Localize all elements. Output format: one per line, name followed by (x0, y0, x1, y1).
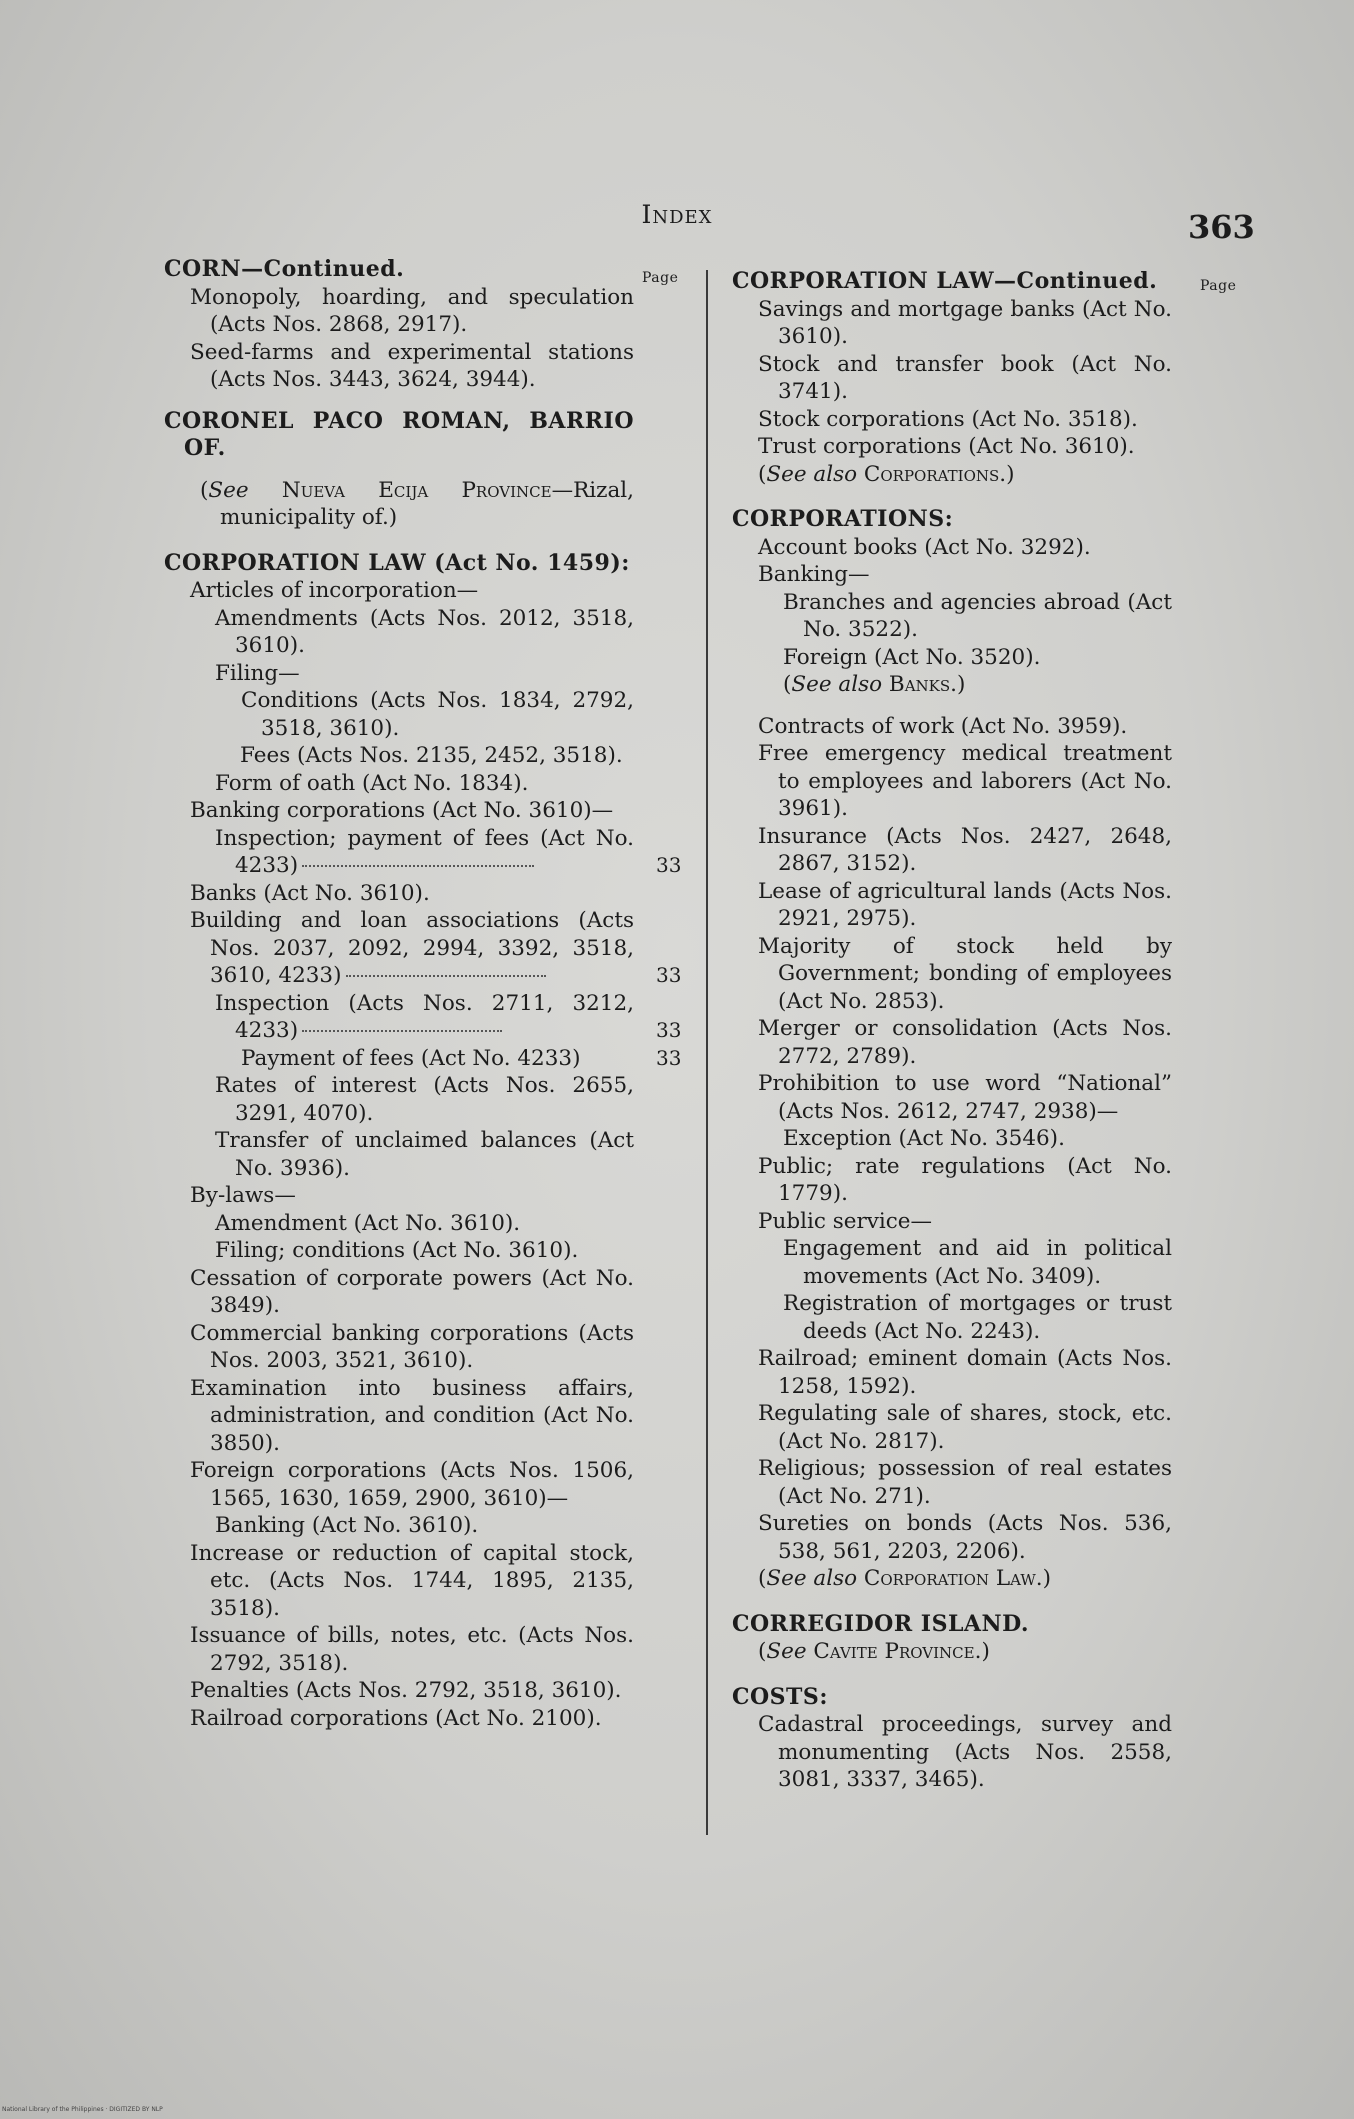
cross-reference: (See Cavite Province.) (758, 1639, 990, 1664)
index-entry: Increase or reduction of capital stock, etc. (Acts Nos. 1744, 1895, 2135, 3518). (190, 1540, 634, 1621)
index-entry: Cadastral proceedings, survey and monumenting (Acts Nos. 2558, 3081, 3337, 3465). (758, 1712, 1172, 1792)
index-entry: Railroad; eminent domain (Acts Nos. 1258, 1592). (758, 1346, 1172, 1399)
cross-reference: (See also Corporation Law.) (758, 1566, 1051, 1591)
index-entry: Seed-farms and experimental stations (Acts Nos. 3443, 3624, 3944). (190, 339, 634, 392)
index-entry: Rates of interest (Acts Nos. 2655, 3291, 4070). (215, 1073, 634, 1126)
index-entry: Articles of incorporation— (190, 578, 479, 603)
index-entry: Filing— (215, 660, 300, 686)
index-heading: CORPORATION LAW—Continued. (732, 268, 1158, 294)
index-entry: Prohibition to use word “National” (Acts Nos. 2612, 2747, 2938)— (758, 1071, 1172, 1124)
index-entry: Commercial banking corporations (Acts Nos. 2003, 3521, 3610). (190, 1320, 634, 1373)
index-entry: Fees (Acts Nos. 2135, 2452, 3518). (240, 743, 623, 768)
index-entry: Amendments (Acts Nos. 2012, 3518, 3610). (215, 605, 634, 658)
index-entry: Amendment (Act No. 3610). (215, 1210, 521, 1236)
page-column-label-left: Page (642, 270, 679, 286)
page-reference: 33 (656, 1045, 682, 1070)
index-entry: Examination into business affairs, administration, and condition (Act No. 3850). (190, 1375, 634, 1456)
index-entry: Regulating sale of shares, stock, etc. (Act No. 2817). (758, 1401, 1172, 1454)
index-entry: Public service— (758, 1208, 933, 1234)
page-reference: 33 (656, 852, 682, 877)
right-column (732, 268, 1172, 1794)
index-entry: Branches and agencies abroad (Act No. 3522). (783, 589, 1172, 642)
index-entry: Transfer of unclaimed balances (Act No. 3936). (215, 1128, 634, 1181)
index-entry: Savings and mortgage banks (Act No. 3610). (758, 296, 1172, 349)
dot-leader (302, 1030, 502, 1032)
index-entry: Monopoly, hoarding, and speculation (Acts Nos. 2868, 2917). (190, 284, 634, 337)
index-entry: Registration of mortgages or trust deeds (Act No. 2243). (783, 1291, 1172, 1344)
index-entry: By-laws— (190, 1183, 296, 1208)
index-entry: Merger or consolidation (Acts Nos. 2772, 2789). (758, 1016, 1172, 1069)
index-entry: Banks (Act No. 3610). (190, 880, 430, 906)
index-entry: Banking corporations (Act No. 3610)— (190, 798, 614, 823)
index-heading: CORPORATION LAW (Act No. 1459): (164, 549, 630, 576)
index-entry: Majority of stock held by Government; bonding of employees (Act No. 2853). (758, 933, 1172, 1014)
index-entry: Penalties (Acts Nos. 2792, 3518, 3610). (190, 1678, 622, 1703)
index-entry: Foreign (Act No. 3520). (783, 644, 1041, 670)
dot-leader (346, 975, 546, 977)
index-entry: Railroad corporations (Act No. 2100). (190, 1705, 602, 1731)
index-entry: Account books (Act No. 3292). (758, 534, 1091, 560)
cross-reference: (See also Banks.) (783, 672, 966, 697)
index-entry: Exception (Act No. 3546). (783, 1126, 1065, 1151)
index-entry: Banking— (758, 562, 870, 587)
page-reference: 33 (656, 963, 682, 987)
index-entry-with-page: Building and loan associations (Acts Nos. 2037, 2092, 2994, 3392, 3518, 3610, 4233) 33 (190, 908, 682, 988)
page-column-label-right: Page (1200, 278, 1237, 294)
index-entry-with-page: Inspection (Acts Nos. 2711, 3212, 4233) 33 (215, 990, 682, 1043)
footer-credit: National Library of the Philippines · DIGITIZED BY NLP (2, 2106, 163, 2113)
index-entry-with-page: Payment of fees (Act No. 4233) 33 (241, 1045, 682, 1071)
index-entry: Lease of agricultural lands (Acts Nos. 2921, 2975). (758, 878, 1172, 931)
column-divider (706, 270, 708, 1835)
index-heading: CORREGIDOR ISLAND. (732, 1610, 1030, 1637)
index-heading: CORPORATIONS: (732, 506, 954, 532)
cross-reference: (See Nueva Ecija Province—Rizal, municipality of.) (200, 477, 634, 530)
index-entry: Filing; conditions (Act No. 3610). (215, 1238, 579, 1263)
index-heading: CORN—Continued. (164, 256, 405, 282)
index-heading: COSTS: (732, 1683, 828, 1710)
index-entry: Contracts of work (Act No. 3959). (758, 713, 1128, 739)
index-entry: Public; rate regulations (Act No. 1779). (758, 1153, 1172, 1206)
index-entry: Stock and transfer book (Act No. 3741). (758, 351, 1172, 404)
running-head: Index (641, 200, 713, 229)
index-heading: CORONEL PACO ROMAN, BARRIO OF. (164, 407, 634, 461)
index-entry: Trust corporations (Act No. 3610). (758, 434, 1135, 459)
index-entry: Banking (Act No. 3610). (215, 1513, 479, 1538)
index-entry: Cessation of corporate powers (Act No. 3849). (190, 1265, 634, 1318)
index-entry: Conditions (Acts Nos. 1834, 2792, 3518, 3610). (241, 688, 634, 741)
index-entry: Free emergency medical treatment to employees and laborers (Act No. 3961). (758, 741, 1172, 821)
index-entry: Religious; possession of real estates (Act No. 271). (758, 1456, 1172, 1509)
index-entry: Foreign corporations (Acts Nos. 1506, 1565, 1630, 1659, 2900, 3610)— (190, 1458, 634, 1511)
index-entry: Form of oath (Act No. 1834). (215, 770, 529, 796)
dot-leader (302, 865, 534, 867)
index-entry: Stock corporations (Act No. 3518). (758, 406, 1138, 432)
index-entry-with-page: Inspection; payment of fees (Act No. 4233) 33 (215, 825, 682, 878)
index-entry: Issuance of bills, notes, etc. (Acts Nos. 2792, 3518). (190, 1623, 634, 1676)
index-entry: Sureties on bonds (Acts Nos. 536, 538, 561, 2203, 2206). (758, 1511, 1172, 1564)
cross-reference: (See also Corporations.) (758, 461, 1015, 487)
page-reference: 33 (656, 1017, 682, 1042)
index-entry: Engagement and aid in political movements (Act No. 3409). (783, 1236, 1172, 1289)
index-entry: Insurance (Acts Nos. 2427, 2648, 2867, 3152). (758, 823, 1172, 876)
page-number: 363 (1188, 208, 1255, 246)
